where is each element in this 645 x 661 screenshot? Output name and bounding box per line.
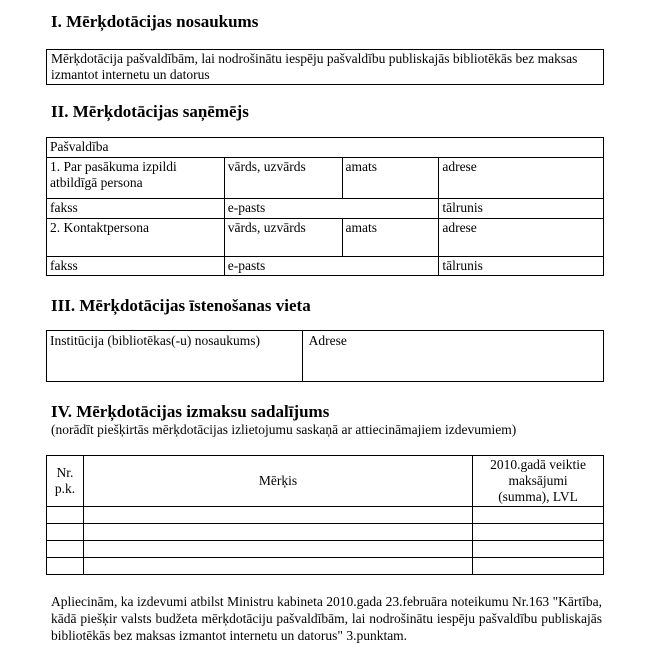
goal-cell[interactable] [83, 558, 472, 575]
location-table [46, 330, 604, 382]
cost-table [46, 455, 604, 575]
section-2-heading: II. Mērķdotācijas saņēmējs [51, 102, 249, 121]
col-spent-header: 2010.gadā veiktie maksājumi (summa), LVL [473, 456, 604, 507]
spent-cell[interactable] [473, 524, 604, 541]
municipality-cell[interactable]: Pašvaldība [47, 138, 604, 158]
contact-person-label: 2. Kontaktpersona [47, 219, 225, 257]
section-4-subheading: (norādīt piešķirtās mērķdotācijas izlietojumu saskaņā ar attiecināmajiem izdevumiem) [51, 422, 517, 437]
spent-cell[interactable] [473, 541, 604, 558]
col-nr-header: Nr. p.k. [47, 456, 84, 507]
table-row [47, 541, 604, 558]
contact-address-cell[interactable]: adrese [439, 219, 604, 257]
section-1-heading: I. Mērķdotācijas nosaukums [51, 12, 259, 31]
goal-cell[interactable] [83, 524, 472, 541]
spent-cell[interactable] [473, 558, 604, 575]
section-4-heading: IV. Mērķdotācijas izmaksu sadalījums [51, 402, 330, 421]
grant-name-text: Mērķdotācija pašvaldībām, lai nodrošinātu iespēju pašvaldību publiskajās bibliotēkās bez maksas izmantot internetu un datorus [51, 51, 578, 82]
spent-cell[interactable] [473, 507, 604, 524]
col-goal-header: Mērķis [83, 456, 472, 507]
institution-cell[interactable]: Institūcija (bibliotēkas(-u) nosaukums) [47, 331, 303, 382]
table-row [47, 507, 604, 524]
grant-name-box [46, 49, 604, 85]
contact-fax-cell[interactable]: fakss [47, 257, 225, 276]
responsible-fax-cell[interactable]: fakss [47, 199, 225, 219]
location-address-cell[interactable]: Adrese [302, 331, 603, 382]
table-row [47, 524, 604, 541]
responsible-person-label: 1. Par pasākuma izpildi atbildīgā persona [47, 158, 225, 199]
nr-cell[interactable] [47, 541, 84, 558]
nr-cell[interactable] [47, 524, 84, 541]
nr-cell[interactable] [47, 507, 84, 524]
responsible-email-cell[interactable]: e-pasts [224, 199, 439, 219]
responsible-name-cell[interactable]: vārds, uzvārds [224, 158, 342, 199]
responsible-title-cell[interactable]: amats [342, 158, 439, 199]
goal-cell[interactable] [83, 507, 472, 524]
recipient-table [46, 137, 604, 276]
nr-cell[interactable] [47, 558, 84, 575]
compliance-statement: Apliecinām, ka izdevumi atbilst Ministru kabineta 2010.gada 23.februāra noteikumu Nr.163 "Kārtība, kādā piešķir valsts budžeta mērķdotāciju pašvaldībām, lai nodrošinātu iespēju pašvaldību publiskajās bibliotēkās bez maksas izmantot internetu un datorus" 3.punktam. [51, 594, 602, 643]
contact-name-cell[interactable]: vārds, uzvārds [224, 219, 342, 257]
table-row [47, 558, 604, 575]
responsible-phone-cell[interactable]: tālrunis [439, 199, 604, 219]
contact-phone-cell[interactable]: tālrunis [439, 257, 604, 276]
responsible-address-cell[interactable]: adrese [439, 158, 604, 199]
goal-cell[interactable] [83, 541, 472, 558]
contact-email-cell[interactable]: e-pasts [224, 257, 439, 276]
section-3-heading: III. Mērķdotācijas īstenošanas vieta [51, 296, 311, 315]
contact-title-cell[interactable]: amats [342, 219, 439, 257]
